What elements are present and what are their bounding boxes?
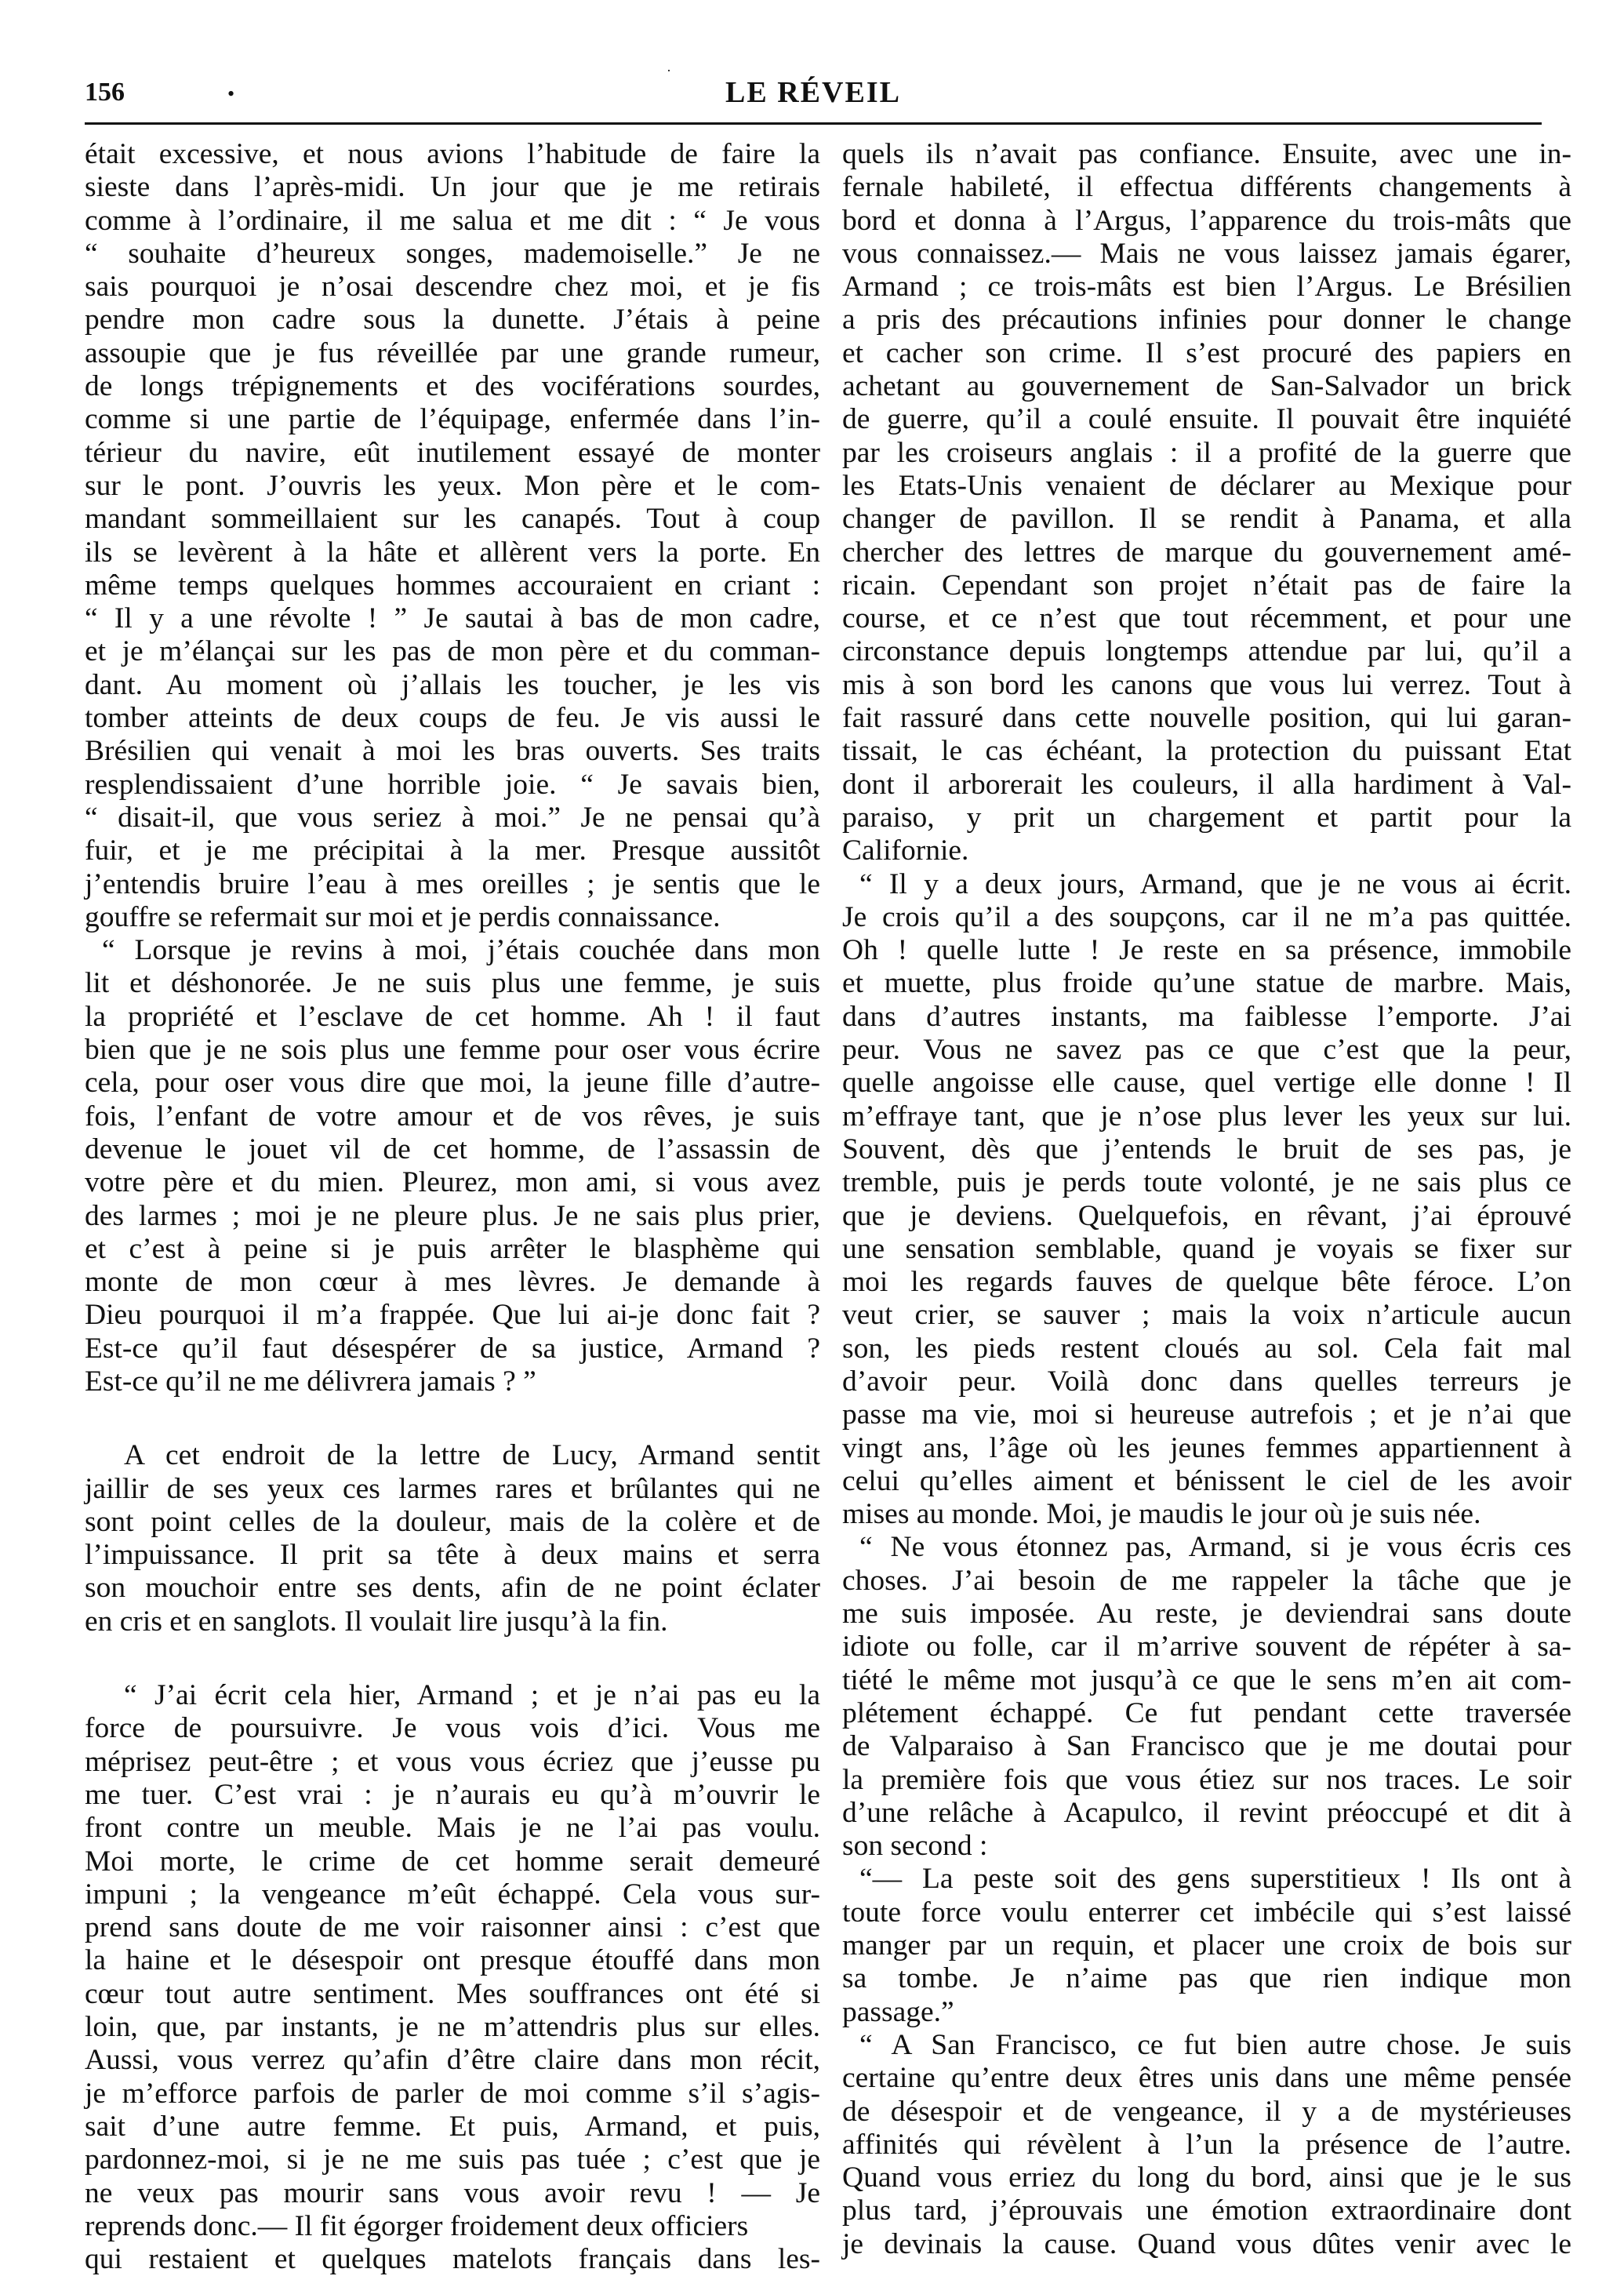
text-line: ne veux pas mourir sans vous avoir revu ! — Je: [85, 2176, 820, 2209]
text-line: plétement échappé. Ce fut pendant cette traversée: [842, 1696, 1571, 1729]
text-line: térieur du navire, eût inutilement essayé de monter: [85, 436, 820, 469]
text-line: les Etats-Unis venaient de déclarer au Mexique pour: [842, 469, 1571, 502]
text-line: la haine et le désespoir ont presque étouffé dans mon: [85, 1944, 820, 1977]
text-line: “ Il y a une révolte ! ” Je sautai à bas de mon cadre,: [85, 602, 820, 635]
paragraph-gap: [85, 1398, 820, 1439]
text-line: fait rassuré dans cette nouvelle position, qui lui garan-: [842, 702, 1571, 735]
text-line: mises au monde. Moi, je maudis le jour où je suis née.: [842, 1498, 1481, 1531]
text-line: plus tard, j’éprouvais une émotion extraordinaire dont: [842, 2194, 1571, 2227]
text-line: passage.”: [842, 1995, 954, 2028]
text-line: me tuer. C’est vrai : je n’aurais eu qu’à m’ouvrir le: [85, 1778, 820, 1811]
text-line: Dieu pourquoi il m’a frappée. Que lui ai-je donc fait ?: [85, 1299, 820, 1332]
text-line: circonstance depuis longtemps attendue par lui, qu’il a: [842, 635, 1571, 668]
text-line: fuir, et je me précipitai à la mer. Presque aussitôt: [85, 834, 820, 867]
text-line: Armand ; ce trois-mâts est bien l’Argus. Le Brésilien: [842, 271, 1571, 304]
text-line: m’effraye tant, que je n’ose plus lever les yeux sur lui.: [842, 1100, 1571, 1133]
text-line: comme à l’ordinaire, il me salua et me dit : “ Je vous: [85, 204, 820, 237]
text-line: lit et déshonorée. Je ne suis plus une femme, je suis: [85, 967, 820, 1000]
text-line: sais pourquoi je n’osai descendre chez moi, et je fis: [85, 271, 820, 304]
text-line: idiote ou folle, car il m’arrive souvent de répéter à sa-: [842, 1631, 1571, 1663]
text-line: de longs trépignements et des vociférations sourdes,: [85, 370, 820, 403]
text-line: a pris des précautions infinies pour donner le change: [842, 304, 1571, 336]
text-line: de guerre, qu’il a coulé ensuite. Il pouvait être inquiété: [842, 403, 1571, 436]
text-line: “ disait-il, que vous seriez à moi.” Je ne pensai qu’à: [85, 801, 820, 834]
text-line: paraiso, y prit un chargement et partit pour la: [842, 801, 1571, 834]
text-line: changer de pavillon. Il se rendit à Panama, et alla: [842, 503, 1571, 536]
text-line: mandant sommeillaient sur les canapés. Tout à coup: [85, 503, 820, 536]
text-line: vous connaissez.— Mais ne vous laissez jamais égarer,: [842, 237, 1571, 270]
page-header: [85, 63, 1542, 116]
text-line: son mouchoir entre ses dents, afin de ne point éclater: [85, 1572, 820, 1605]
text-line: des larmes ; moi je ne pleure plus. Je ne sais plus prier,: [85, 1199, 820, 1232]
text-line: moi les regards fauves de quelque bête féroce. L’on: [842, 1266, 1571, 1299]
text-line: en cris et en sanglots. Il voulait lire jusqu’à la fin.: [85, 1605, 668, 1638]
text-line: bien que je ne sois plus une femme pour oser vous écrire: [85, 1034, 820, 1067]
text-line: par les croiseurs anglais : il a profité de la guerre que: [842, 436, 1571, 469]
text-line: méprisez peut-être ; et vous vous écriez que j’eusse pu: [85, 1745, 820, 1778]
text-line: dont il arborerait les couleurs, il alla hardiment à Val-: [842, 768, 1571, 801]
text-line: Moi morte, le crime de cet homme serait demeuré: [85, 1845, 820, 1878]
text-line: son, les pieds restent cloués au sol. Cela fait mal: [842, 1332, 1571, 1365]
text-line: la propriété et l’esclave de cet homme. Ah ! il faut: [85, 1000, 820, 1033]
text-line: son second :: [842, 1830, 988, 1863]
text-line: toute force voulu enterrer cet imbécile qui s’est laissé: [842, 1896, 1571, 1929]
text-line: “ J’ai écrit cela hier, Armand ; et je n’ai pas eu la: [124, 1679, 820, 1712]
text-line: bord et donna à l’Argus, l’apparence du trois-mâts que: [842, 204, 1571, 237]
text-line: Oh ! quelle lutte ! Je reste en sa présence, immobile: [842, 934, 1571, 967]
text-line: celui qu’elles aiment et bénissent le ciel de les avoir: [842, 1464, 1571, 1497]
header-ornament: •: [227, 82, 235, 105]
text-line: Quand vous erriez du long du bord, ainsi que je le sus: [842, 2161, 1571, 2194]
text-line: certaine qu’entre deux êtres unis dans une même pensée: [842, 2062, 1571, 2095]
text-line: choses. J’ai besoin de me rappeler la tâche que je: [842, 1564, 1571, 1597]
text-line: de Valparaiso à San Francisco que je me doutai pour: [842, 1730, 1571, 1763]
text-line: Souvent, dès que j’entends le bruit de ses pas, je: [842, 1133, 1571, 1165]
text-line: sait d’une autre femme. Et puis, Armand, et puis,: [85, 2110, 820, 2143]
text-line: affinités qui révèlent à l’un la présence de l’autre.: [842, 2128, 1571, 2161]
text-line: sur le pont. J’ouvris les yeux. Mon père et le com-: [85, 469, 820, 502]
text-line: Je crois qu’il a des soupçons, car il ne m’a pas quittée.: [842, 900, 1571, 933]
text-line: et muette, plus froide qu’une statue de marbre. Mais,: [842, 967, 1571, 1000]
text-line: peur. Vous ne savez pas ce que c’est que la peur,: [842, 1034, 1571, 1067]
text-line: dant. Au moment où j’allais les toucher, je les vis: [85, 668, 820, 701]
text-line: ricain. Cependant son projet n’était pas de faire la: [842, 569, 1571, 602]
text-line: l’impuissance. Il prit sa tête à deux mains et serra: [85, 1539, 820, 1572]
text-line: manger par un requin, et placer une croix de bois sur: [842, 1929, 1571, 1962]
text-line: Brésilien qui venait à moi les bras ouverts. Ses traits: [85, 735, 820, 768]
text-line: cœur tout autre sentiment. Mes souffrances ont été si: [85, 1977, 820, 2010]
right-column: [842, 138, 1571, 2260]
text-line: “ Lorsque je revins à moi, j’étais couchée dans mon: [102, 934, 820, 967]
text-line: A cet endroit de la lettre de Lucy, Armand sentit: [124, 1439, 820, 1472]
text-line: sa tombe. Je n’aime pas que rien indique mon: [842, 1962, 1571, 1995]
text-line: d’avoir peur. Voilà donc dans quelles terreurs je: [842, 1365, 1571, 1398]
text-line: et je m’élançai sur les pas de mon père et du comman-: [85, 635, 820, 668]
text-line: vingt ans, l’âge où les jeunes femmes appartiennent à: [842, 1431, 1571, 1464]
text-line: “ Il y a deux jours, Armand, que je ne vous ai écrit.: [859, 867, 1571, 900]
text-line: passe ma vie, moi si heureuse autrefois ; et je n’ai que: [842, 1398, 1571, 1431]
text-line: Aussi, vous verrez qu’afin d’être claire dans mon récit,: [85, 2044, 820, 2077]
running-title: LE RÉVEIL: [725, 76, 901, 109]
text-line: jaillir de ses yeux ces larmes rares et brûlantes qui ne: [85, 1472, 820, 1505]
text-line: dans d’autres instants, ma faiblesse l’emporte. J’ai: [842, 1000, 1571, 1033]
text-line: était excessive, et nous avions l’habitude de faire la: [85, 138, 820, 170]
text-line: course, et ce n’est que tout récemment, et pour une: [842, 602, 1571, 635]
text-line: une sensation semblable, quand je voyais se fixer sur: [842, 1232, 1571, 1265]
left-column: [85, 138, 820, 2276]
text-line: fois, l’enfant de votre amour et de vos rêves, je suis: [85, 1100, 820, 1133]
text-line: front contre un meuble. Mais je ne l’ai pas voulu.: [85, 1812, 820, 1845]
text-line: Californie.: [842, 834, 969, 867]
text-line: assoupie que je fus réveillée par une grande rumeur,: [85, 336, 820, 369]
text-line: quelle angoisse elle cause, quel vertige elle donne ! Il: [842, 1067, 1571, 1100]
text-line: veut crier, se sauver ; mais la voix n’articule aucun: [842, 1299, 1571, 1332]
text-line: tremble, puis je perds toute volonté, je ne sais plus ce: [842, 1166, 1571, 1199]
text-line: gouffre se refermait sur moi et je perdis connaissance.: [85, 900, 721, 933]
text-line: “ souhaite d’heureux songes, mademoiselle.” Je ne: [85, 237, 820, 270]
text-line: chercher des lettres de marque du gouvernement amé-: [842, 536, 1571, 569]
page-number: 156: [85, 78, 125, 107]
text-line: je m’efforce parfois de parler de moi comme s’il s’agis-: [85, 2077, 820, 2110]
text-line: sont point celles de la douleur, mais de la colère et de: [85, 1505, 820, 1538]
header-rule: [85, 122, 1542, 125]
text-line: et cacher son crime. Il s’est procuré des papiers en: [842, 336, 1571, 369]
text-line: comme si une partie de l’équipage, enfermée dans l’in-: [85, 403, 820, 436]
text-line: Est-ce qu’il faut désespérer de sa justice, Armand ?: [85, 1332, 820, 1365]
text-line: mis à son bord les canons que vous lui verrez. Tout à: [842, 668, 1571, 701]
text-line: prend sans doute de me voir raisonner ainsi : c’est que: [85, 1911, 820, 1944]
text-line: cela, pour oser vous dire que moi, la jeune fille d’autre-: [85, 1067, 820, 1100]
text-line: fernale habileté, il effectua différents changements à: [842, 171, 1571, 204]
text-line: me suis imposée. Au reste, je deviendrai sans doute: [842, 1598, 1571, 1631]
text-line: votre père et du mien. Pleurez, mon ami, si vous avez: [85, 1166, 820, 1199]
text-line: pardonnez-moi, si je ne me suis pas tuée ; c’est que je: [85, 2143, 820, 2176]
text-line: monte de mon cœur à mes lèvres. Je demande à: [85, 1266, 820, 1299]
text-line: “ A San Francisco, ce fut bien autre chose. Je suis: [859, 2028, 1571, 2061]
text-line: impuni ; la vengeance m’eût échappé. Cela vous sur-: [85, 1878, 820, 1911]
text-line: ils se levèrent à la hâte et allèrent vers la porte. En: [85, 536, 820, 569]
text-line: tissait, le cas échéant, la protection du puissant Etat: [842, 735, 1571, 768]
text-line: reprends donc.— Il fit égorger froidement deux officiers: [85, 2209, 749, 2242]
text-line: tiété le même mot jusqu’à ce que le sens m’en ait com-: [842, 1663, 1571, 1696]
text-line: achetant au gouvernement de San-Salvador un brick: [842, 370, 1571, 403]
text-line: la première fois que vous étiez sur nos traces. Le soir: [842, 1763, 1571, 1796]
text-line: d’une relâche à Acapulco, il revint préoccupé et dit à: [842, 1796, 1571, 1829]
text-line: de désespoir et de vengeance, il y a de mystérieuses: [842, 2095, 1571, 2128]
text-line: je devinais la cause. Quand vous dûtes venir avec le: [842, 2227, 1571, 2260]
text-line: j’entendis bruire l’eau à mes oreilles ; je sentis que le: [85, 867, 820, 900]
text-line: même temps quelques hommes accouraient en criant :: [85, 569, 820, 602]
text-line: force de poursuivre. Je vous vois d’ici. Vous me: [85, 1712, 820, 1745]
text-line: “— La peste soit des gens superstitieux ! Ils ont à: [859, 1863, 1571, 1896]
text-line: quels ils n’avait pas confiance. Ensuite, avec une in-: [842, 138, 1571, 170]
paragraph-gap: [85, 1638, 820, 1679]
header-speck: ·: [667, 63, 671, 78]
text-line: “ Ne vous étonnez pas, Armand, si je vous écris ces: [859, 1531, 1571, 1564]
text-line: et c’est à peine si je puis arrêter le blasphème qui: [85, 1232, 820, 1265]
text-line: tomber atteints de deux coups de feu. Je vis aussi le: [85, 702, 820, 735]
text-line: loin, que, par instants, je ne m’attendris plus sur elles.: [85, 2011, 820, 2044]
text-line: que je deviens. Quelquefois, en rêvant, j’ai éprouvé: [842, 1199, 1571, 1232]
text-line: Est-ce qu’il ne me délivrera jamais ? ”: [85, 1365, 536, 1398]
text-line: resplendissaient d’une horrible joie. “ Je savais bien,: [85, 768, 820, 801]
text-line: qui restaient et quelques matelots français dans les-: [85, 2243, 820, 2276]
text-line: sieste dans l’après-midi. Un jour que je me retirais: [85, 171, 820, 204]
text-line: pendre mon cadre sous la dunette. J’étais à peine: [85, 304, 820, 336]
text-line: devenue le jouet vil de cet homme, de l’assassin de: [85, 1133, 820, 1165]
